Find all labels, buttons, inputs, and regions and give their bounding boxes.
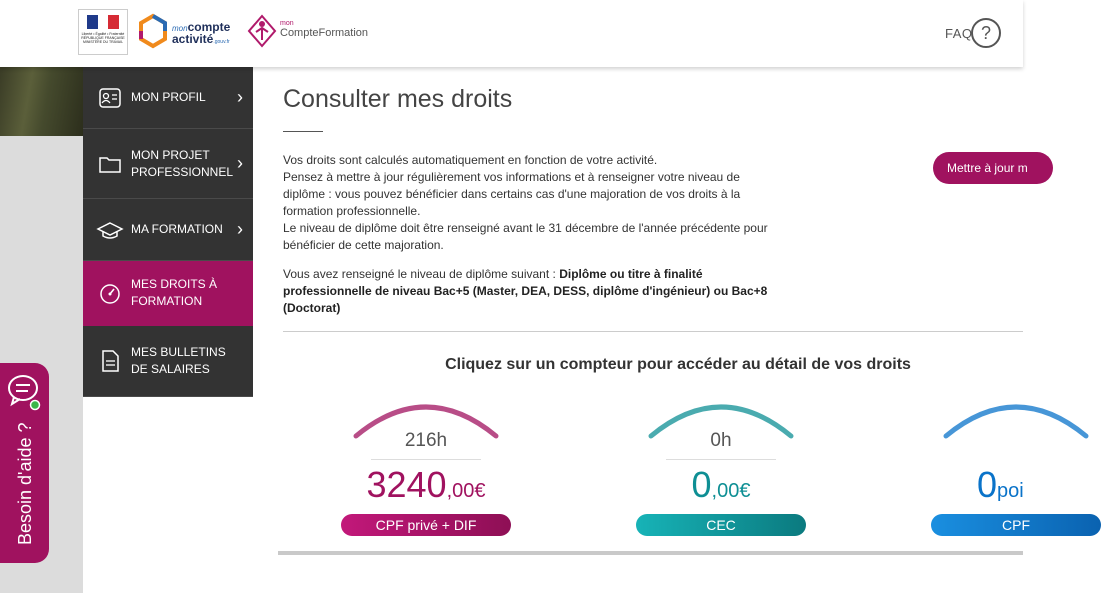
help-tab-label: Besoin d'aide ? — [15, 422, 35, 545]
counter-hours: 0h — [710, 430, 732, 451]
counter-amount-main: 0 — [977, 464, 998, 505]
counter-amount-suffix: ,00€ — [711, 480, 751, 502]
profile-card-icon — [97, 85, 123, 111]
counter-label-pill: CPF — [931, 514, 1101, 536]
counter-cec[interactable] — [636, 400, 806, 540]
counters-heading — [283, 356, 1073, 374]
logo-mca-suffix: .gouv.fr — [213, 39, 230, 45]
chevron-right-icon: › — [237, 87, 243, 107]
sidebar-item-mes-bulletins[interactable] — [83, 326, 253, 397]
folder-icon — [97, 151, 123, 177]
french-flag-icon — [87, 15, 119, 29]
sidebar-item-mes-droits[interactable] — [83, 261, 253, 326]
counter-cpf-public[interactable] — [931, 400, 1101, 540]
logo-mcf-line1: mon — [280, 20, 294, 27]
sidebar-item-mon-profil[interactable] — [83, 67, 253, 129]
chevron-right-icon: › — [237, 153, 243, 173]
logo-mca-line2: activité — [172, 32, 214, 46]
counter-amount — [931, 464, 1101, 506]
section-divider — [283, 331, 1023, 332]
help-question-icon[interactable]: ? — [971, 18, 1001, 48]
intro-line: Vos droits sont calculés automatiquement en fonction de votre activité. — [283, 153, 658, 167]
counter-amount-main: 3240 — [366, 464, 447, 505]
counter-amount — [636, 464, 806, 506]
intro-line: Le niveau de diplôme doit être renseigné avant le 31 décembre de l'année précédente pour bénéficier de cette majoration. — [283, 221, 768, 252]
title-underline — [283, 131, 323, 132]
chevron-right-icon: › — [237, 219, 243, 239]
republique-francaise-logo[interactable] — [78, 9, 128, 55]
top-header — [0, 0, 1023, 67]
diploma-value: Diplôme ou titre à finalité professionnelle de niveau Bac+5 (Master, DEA, DESS, diplôme d'ingénieur) ou Bac+8 (Doctorat) — [283, 267, 768, 315]
sidebar-item-label: MES DROITS À FORMATION — [131, 277, 218, 308]
counter-arc — [931, 400, 1101, 440]
help-tab[interactable] — [0, 363, 49, 563]
counter-amount — [341, 464, 511, 506]
hexagon-logo-icon — [138, 14, 168, 48]
faq-link[interactable]: FAQ — [945, 26, 973, 41]
sidebar-item-ma-formation[interactable] — [83, 199, 253, 261]
intro-text — [283, 152, 783, 254]
sidebar-item-label: MA FORMATION — [131, 222, 223, 236]
intro-line: Pensez à mettre à jour régulièrement vos informations et à renseigner votre niveau de diplôme : vous pouvez bénéficier dans certains cas d'une majoration de vos droits à la formation professionnelle. — [283, 170, 741, 218]
counter-hours: 216h — [404, 430, 448, 451]
user-banner-photo — [0, 67, 83, 136]
diploma-prefix: Vous avez renseigné le niveau de diplôme suivant : — [283, 267, 560, 281]
counters-scrollbar[interactable] — [278, 551, 1023, 555]
sidebar-item-label: MON PROFIL — [131, 90, 206, 104]
update-info-button[interactable]: Mettre à jour m — [933, 152, 1053, 184]
counter-label-pill: CPF privé + DIF — [341, 514, 511, 536]
graduation-cap-icon — [97, 217, 123, 243]
counter-rule — [666, 459, 776, 460]
gauge-icon — [97, 280, 123, 306]
logo-mca-prefix: mon — [172, 24, 188, 33]
counter-amount-main: 0 — [691, 464, 712, 505]
sidebar-nav — [83, 67, 253, 397]
page-title: Consulter mes droits — [283, 85, 513, 113]
mon-compte-formation-logo[interactable] — [247, 14, 387, 50]
logo-rf-text: Liberté • Égalité • Fraternité RÉPUBLIQUE FRANÇAISE MINISTÈRE DU TRAVAIL — [81, 32, 125, 44]
document-icon — [97, 348, 123, 374]
counter-label-pill: CEC — [636, 514, 806, 536]
chat-bubble-icon — [6, 371, 42, 411]
sidebar-item-mon-projet[interactable] — [83, 129, 253, 199]
mon-compte-activite-logo[interactable] — [138, 14, 243, 50]
counter-amount-suffix: poi — [997, 480, 1024, 502]
counter-amount-suffix: ,00€ — [446, 480, 486, 502]
sidebar-item-label: MES BULLETINS DE SALAIRES — [131, 345, 226, 376]
sidebar-item-label: MON PROJET PROFESSIONNEL — [131, 147, 234, 179]
counters-heading-text: Cliquez sur un compteur pour accéder au détail de vos droits — [445, 356, 911, 373]
compte-formation-icon — [247, 14, 277, 48]
diploma-info — [283, 266, 788, 317]
counter-rule — [371, 459, 481, 460]
logo-mcf-line2: CompteFormation — [280, 27, 369, 39]
logo-mca-line1: compte — [187, 20, 231, 34]
counter-cpf-prive[interactable] — [341, 400, 511, 540]
